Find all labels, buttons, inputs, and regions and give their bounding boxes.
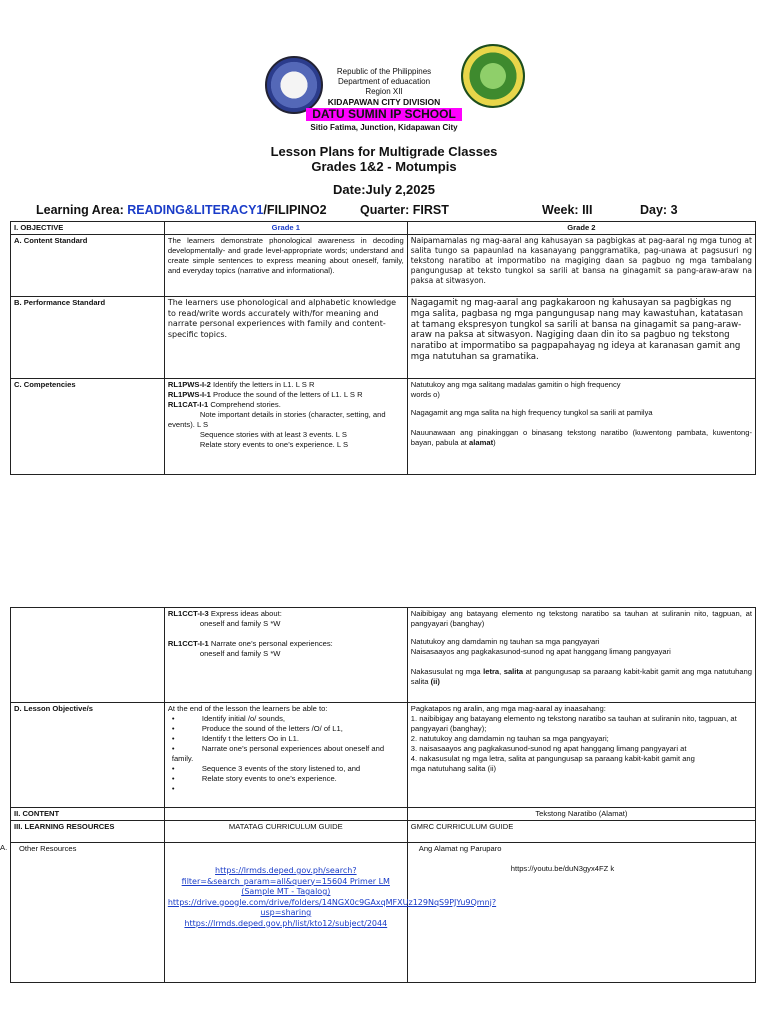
learning-area-label: Learning Area:	[36, 203, 128, 217]
week: Week: III	[542, 203, 593, 217]
objective-item: mga natutuhang salita (ii)	[410, 764, 497, 773]
learning-area-value-grade1: READING&LITERACY1	[127, 203, 264, 217]
objective-item: • Relate story events to one’s experience.	[171, 774, 337, 783]
grade1-header: Grade 1	[164, 222, 407, 235]
learning-area	[36, 203, 327, 217]
resource-link[interactable]: https://lrmds.deped.gov.ph/search?filter=&search_param=all&query=15604 Primer LM (Sample MT - Tagalog)	[181, 866, 390, 896]
learning-resources-grade2: GMRC CURRICULUM GUIDE	[407, 821, 755, 843]
competency-note: Note important details in stories (character, setting, and events). L S	[167, 410, 386, 429]
objective-item: 4. nakasusulat ng mga letra, salita at pangungusap sa paraang kabit-kabit gamit ang	[410, 754, 695, 763]
competency-item: Naibibigay ang batayang elemento ng tekstong naratibo sa tauhan at suliranin nito, tagpuan, at pangyayari (banghay)	[410, 609, 752, 628]
objective-item: •	[171, 784, 175, 793]
performance-standard-grade1: The learners use phonological and alphabetic knowledge to read/write words accurately with/for meaning and narrate personal experiences with family and content-specific topics.	[164, 297, 407, 379]
document-subtitle: Grades 1&2 - Motumpis	[311, 159, 457, 174]
content-grade1	[164, 808, 407, 821]
objective-item: 3. naisasaayos ang pagkakasunod-sunod ng apat hanggang limang pangyayari at	[410, 744, 687, 753]
content-grade2: Tekstong Naratibo (Alamat)	[407, 808, 755, 821]
school-name: DATU SUMIN IP SCHOOL	[306, 108, 462, 121]
continued-label	[11, 608, 165, 703]
learning-resources-label: III. LEARNING RESOURCES	[11, 821, 165, 843]
lesson-plan-table-page2	[10, 607, 756, 983]
grade2-header: Grade 2	[407, 222, 755, 235]
competency-item: Natutukoy ang damdamin ng tauhan sa mga pangyayari	[410, 637, 600, 646]
competencies-grade2-continued	[407, 608, 755, 703]
competency-item: Nakasusulat ng mga letra, salita at pangungusap sa paraang kabit-kabit gamit ang mga natutuhang salita (ii)	[410, 667, 752, 686]
competency-item: RL1CAT-I-1 Comprehend stories.	[167, 400, 281, 409]
performance-standard-grade2: Nagagamit ng mag-aaral ang pagkakaroon ng kahusayan sa pagbigkas ng mga salita, pagbasa ng mga pangungusap nang may kawastuhan, katatasan at tamang ekspresyon tungkol sa sarili at bansa na ginagamit sa pang-araw-araw na paksa at sitwasyon. Nagiging daan din ito sa pagbuo ng tekstong naratibo at impormatibo sa pagpapahayag ng ideya at karanasan gamit ang mga natutuhan sa gramatika.	[407, 297, 755, 379]
competencies-grade1	[164, 379, 407, 475]
day: Day: 3	[640, 203, 678, 217]
content-standard-grade1: The learners demonstrate phonological awareness in decoding developmentally- and grade level-appropriate words; understand and create simple sentences to express meaning about oneself, family, and everyday topics (narrative and informational).	[164, 235, 407, 297]
resource-video-link[interactable]: https://youtu.be/duN3gyx4FZ k	[510, 864, 615, 873]
competency-note: Relate story events to one’s experience. L S	[199, 440, 349, 449]
lesson-date: Date:July 2,2025	[333, 182, 435, 197]
competency-item: Nagagamit ang mga salita na high frequency tungkol sa sarili at pamilya	[410, 408, 653, 417]
competency-item: Natutukoy ang mga salitang madalas gamitin o high frequency words o)	[410, 380, 621, 399]
competencies-grade1-continued	[164, 608, 407, 703]
objective-item: 1. naibibigay ang batayang elemento ng tekstong naratibo sa tauhan at suliranin nito, tagpuan, at pangyayari (banghay);	[410, 714, 737, 733]
performance-standard-label: B. Performance Standard	[11, 297, 165, 379]
header-republic: Republic of the Philippines	[336, 67, 432, 76]
school-address: Sitio Fatima, Junction, Kidapawan City	[310, 123, 458, 132]
resource-link[interactable]: https://drive.google.com/drive/folders/14NGX0c9GAxqMFXUz129NqS9PJYu9Qmnj?usp=sharing	[167, 897, 497, 917]
other-resources-grade2	[407, 843, 755, 983]
header-department: Department of eduacation	[337, 77, 431, 86]
objective-item: • Identify t the letters Oo in L1.	[171, 734, 299, 743]
objective-item: • Identify initial /o/ sounds,	[171, 714, 286, 723]
content-standard-label: A. Content Standard	[11, 235, 165, 297]
other-resources-prefix: A.	[0, 843, 8, 852]
competencies-label: C. Competencies	[11, 379, 165, 475]
competency-item: RL1PWS-I-2 Identify the letters in L1. L S R	[167, 380, 315, 389]
content-standard-grade2: Naipamamalas ng mag-aaral ang kahusayan sa pagbigkas at pag-aaral ng mga tunog at salita tungo sa papaunlad na kasanayang panggramatika, pag-unawa at pagsusuri ng tekstong naratibo at impormatibo na magiging daan sa pagbuo ng mga tambalang pangungusap at teksto tungkol sa sarili at bansa na ginagamit sa pang-araw-araw na paksa at sitwasyon.	[407, 235, 755, 297]
objective-item: • Narrate one’s personal experiences about oneself and family.	[171, 744, 385, 763]
competency-note: Sequence stories with at least 3 events. L S	[199, 430, 347, 439]
header-division: KIDAPAWAN CITY DIVISION	[327, 97, 441, 107]
objective-item: • Sequence 3 events of the story listened to, and	[171, 764, 361, 773]
competency-item: Naisasaayos ang pagkakasunod-sunod ng apat hanggang limang pangyayari	[410, 647, 671, 656]
other-resources-label: Other Resources	[11, 843, 165, 983]
lesson-plan-table-page1	[10, 221, 756, 475]
learning-resources-grade1: MATATAG CURRICULUM GUIDE	[164, 821, 407, 843]
resource-title: Ang Alamat ng Paruparo	[418, 844, 502, 853]
competency-item: Nauunawaan ang pinakinggan o binasang tekstong naratibo (kuwentong pambata, kuwentong-bayan, pabula at alamat)	[410, 428, 752, 447]
quarter: Quarter: FIRST	[360, 203, 449, 217]
competency-item: RL1CCT-I-3 Express ideas about:	[167, 609, 282, 618]
content-label: II. CONTENT	[11, 808, 165, 821]
objective-item: • Produce the sound of the letters /O/ of L1,	[171, 724, 343, 733]
competency-note: oneself and family S *W	[199, 649, 281, 658]
header-region: Region XII	[365, 87, 403, 96]
lesson-objectives-grade1	[164, 703, 407, 808]
resource-link[interactable]: https://lrmds.deped.gov.ph/list/kto12/subject/2044	[184, 918, 388, 928]
document-title: Lesson Plans for Multigrade Classes	[270, 144, 498, 159]
objective-header: I. OBJECTIVE	[11, 222, 165, 235]
objectives-intro: At the end of the lesson the learners be able to:	[167, 704, 328, 713]
learning-area-value-grade2: /FILIPINO2	[263, 203, 327, 217]
competency-note: oneself and family S *W	[199, 619, 281, 628]
objective-item: 2. natutukoy ang damdamin ng tauhan sa mga pangyayari;	[410, 734, 609, 743]
competencies-grade2	[407, 379, 755, 475]
competency-item: RL1CCT-I-1 Narrate one’s personal experiences:	[167, 639, 333, 648]
competency-item: RL1PWS-I-1 Produce the sound of the letters of L1. L S R	[167, 390, 363, 399]
lesson-objectives-grade2	[407, 703, 755, 808]
objectives-intro: Pagkatapos ng aralin, ang mga mag-aaral ay inaasahang:	[410, 704, 606, 713]
lesson-objectives-label: D. Lesson Objective/s	[11, 703, 165, 808]
